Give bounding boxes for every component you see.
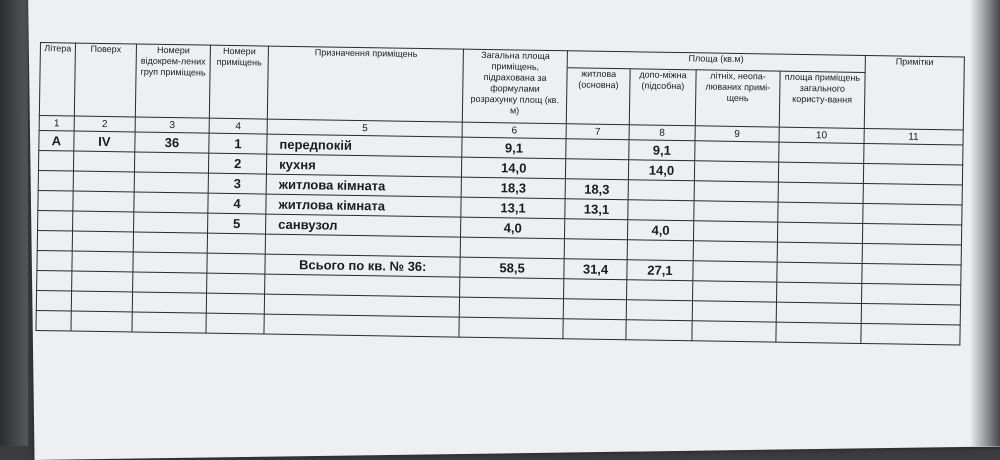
col-num: 10 (779, 127, 864, 143)
header-litera: Літера (39, 43, 75, 117)
cell-total: 13,1 (461, 197, 565, 219)
header-living: житлова (основна) (566, 68, 630, 125)
cell-notes (863, 143, 963, 165)
cell-litera (38, 170, 73, 191)
cell-summer (694, 141, 779, 162)
cell-room: 5 (208, 213, 266, 234)
col-num: 9 (695, 126, 780, 142)
cell-room: 1 (209, 133, 267, 154)
cell-room: 3 (208, 173, 266, 194)
summary-total: 58,5 (460, 257, 564, 279)
cell-summer (694, 181, 779, 202)
cell-notes (863, 163, 963, 185)
cell-purpose: санвузол (266, 214, 462, 237)
cell-aux (628, 200, 694, 221)
header-area-group: Площа (кв.м) (567, 51, 865, 73)
cell-total: 14,0 (462, 157, 566, 179)
cell-notes (862, 223, 962, 245)
cell-living: 18,3 (565, 179, 629, 200)
col-num: 5 (267, 119, 463, 137)
cell-group (134, 192, 208, 213)
summary-label: Всього по кв. № 36: (265, 254, 461, 277)
cell-aux (628, 180, 694, 201)
cell-floor (72, 211, 134, 232)
room-area-table (35, 42, 964, 345)
cell-living: 13,1 (565, 199, 629, 220)
cell-aux: 9,1 (629, 140, 695, 161)
cell-group (135, 152, 209, 173)
header-floor: Поверх (74, 43, 136, 117)
cell-floor: IV (74, 131, 136, 152)
header-notes: Примітки (864, 55, 964, 130)
col-num: 3 (135, 117, 209, 133)
col-num: 11 (864, 128, 964, 145)
cell-purpose: передпокій (267, 134, 463, 157)
cell-purpose: житлова кімната (266, 194, 462, 217)
cell-common (779, 162, 864, 183)
cell-summer (694, 161, 779, 182)
col-num: 2 (74, 116, 135, 132)
cell-summer (693, 221, 778, 242)
header-purpose: Призначення приміщень (267, 46, 463, 122)
summary-living: 31,4 (564, 259, 628, 280)
background-shadow (970, 0, 1000, 446)
cell-room: 2 (208, 153, 266, 174)
cell-notes (862, 203, 962, 225)
header-groups: Номери відокрем-лених груп приміщень (135, 44, 210, 118)
col-num: 6 (462, 122, 566, 139)
cell-aux: 14,0 (629, 160, 695, 181)
cell-group (134, 212, 208, 233)
header-rooms: Номери приміщень (209, 45, 268, 119)
cell-aux: 4,0 (628, 220, 694, 241)
cell-total: 18,3 (462, 177, 566, 199)
cell-living (565, 159, 629, 180)
cell-common (778, 202, 863, 223)
cell-common (778, 222, 863, 243)
header-common: площа приміщень загального користу-вання (779, 71, 864, 128)
cell-room: 4 (208, 193, 266, 214)
cell-floor (73, 171, 135, 192)
cell-total: 4,0 (461, 217, 565, 239)
cell-litera (38, 190, 73, 211)
cell-group: 36 (135, 132, 209, 153)
cell-litera: А (39, 130, 74, 151)
cell-summer (693, 201, 778, 222)
cell-purpose: кухня (267, 154, 463, 177)
background-edge (0, 0, 28, 446)
header-aux: допо-міжна (підсобна) (630, 69, 696, 126)
cell-common (778, 182, 863, 203)
cell-floor (73, 191, 135, 212)
cell-total: 9,1 (462, 137, 566, 159)
cell-living (564, 219, 628, 240)
area-table-sheet (35, 42, 970, 397)
cell-group (134, 172, 208, 193)
summary-aux: 27,1 (627, 260, 693, 281)
header-summer: літніх, неопа-люваних примі-щень (695, 70, 780, 127)
cell-floor (73, 151, 135, 172)
cell-living (566, 139, 630, 160)
cell-litera (38, 210, 73, 231)
header-total-area: Загальна площа приміщень, підрахована за формулами розрахунку площ (кв. м) (463, 49, 568, 124)
cell-common (779, 142, 864, 163)
cell-litera (38, 150, 73, 171)
cell-notes (863, 183, 963, 205)
col-num: 4 (209, 118, 267, 134)
col-num: 1 (39, 115, 74, 131)
cell-purpose: житлова кімната (266, 174, 462, 197)
col-num: 7 (566, 124, 630, 140)
col-num: 8 (629, 125, 695, 141)
